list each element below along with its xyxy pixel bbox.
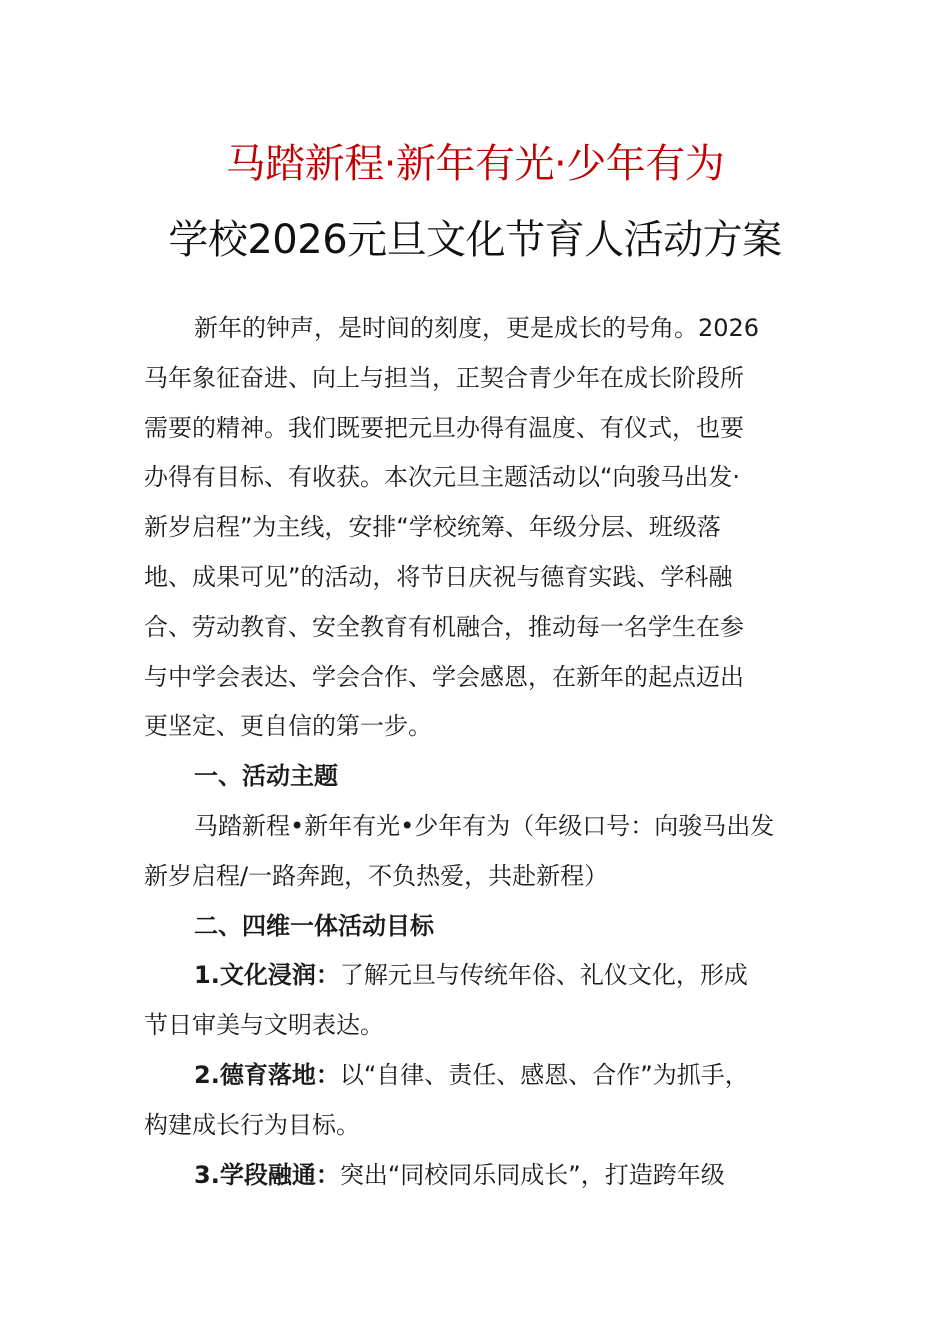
theme-line: 新岁启程/一路奔跑，不负热爱，共赴新程） [144, 861, 609, 890]
goal-label: 1.文化浸润： [194, 961, 340, 990]
intro-line: 更坚定、更自信的第一步。 [144, 712, 432, 741]
intro-line: 马年象征奋进、向上与担当，正契合青少年在成长阶段所 [144, 363, 744, 392]
goal-text: 了解元旦与传统年俗、礼仪文化，形成 [339, 961, 748, 990]
goal-label: 2.德育落地： [194, 1060, 340, 1089]
document-body [144, 304, 808, 1200]
document-subtitle: 学校2026元旦文化节育人活动方案 [168, 217, 782, 263]
document-title: 马踏新程·新年有光·少年有为 [225, 141, 725, 187]
intro-line: 新岁启程”为主线，安排“学校统筹、年级分层、班级落 [144, 513, 721, 542]
section-heading-theme: 一、活动主题 [194, 762, 338, 791]
theme-line: 马踏新程•新年有光•少年有为（年级口号：向骏马出发 [194, 811, 775, 840]
intro-line: 办得有目标、有收获。本次元旦主题活动以“向骏马出发· [144, 463, 741, 492]
intro-line: 合、劳动教育、安全教育有机融合，推动每一名学生在参 [144, 612, 744, 641]
goal-text: 突出“同校同乐同成长”，打造跨年级 [339, 1160, 725, 1189]
goal-item-stage [144, 1151, 808, 1201]
intro-line: 地、成果可见”的活动，将节日庆祝与德育实践、学科融 [144, 562, 733, 591]
goal-item-culture-cont: 节日审美与文明表达。 [144, 1011, 384, 1040]
intro-line: 新年的钟声，是时间的刻度，更是成长的号角。2026 [194, 314, 760, 342]
intro-line: 与中学会表达、学会合作、学会感恩，在新年的起点迈出 [144, 662, 744, 691]
goal-item-moral-cont: 构建成长行为目标。 [144, 1110, 360, 1139]
goal-item-culture [144, 951, 808, 1001]
goal-item-moral [144, 1051, 808, 1101]
section-heading-goals: 二、四维一体活动目标 [194, 911, 434, 940]
intro-line: 需要的精神。我们既要把元旦办得有温度、有仪式，也要 [144, 413, 744, 442]
goal-text: 以“自律、责任、感恩、合作”为抓手， [339, 1060, 749, 1089]
goal-label: 3.学段融通： [194, 1160, 340, 1189]
